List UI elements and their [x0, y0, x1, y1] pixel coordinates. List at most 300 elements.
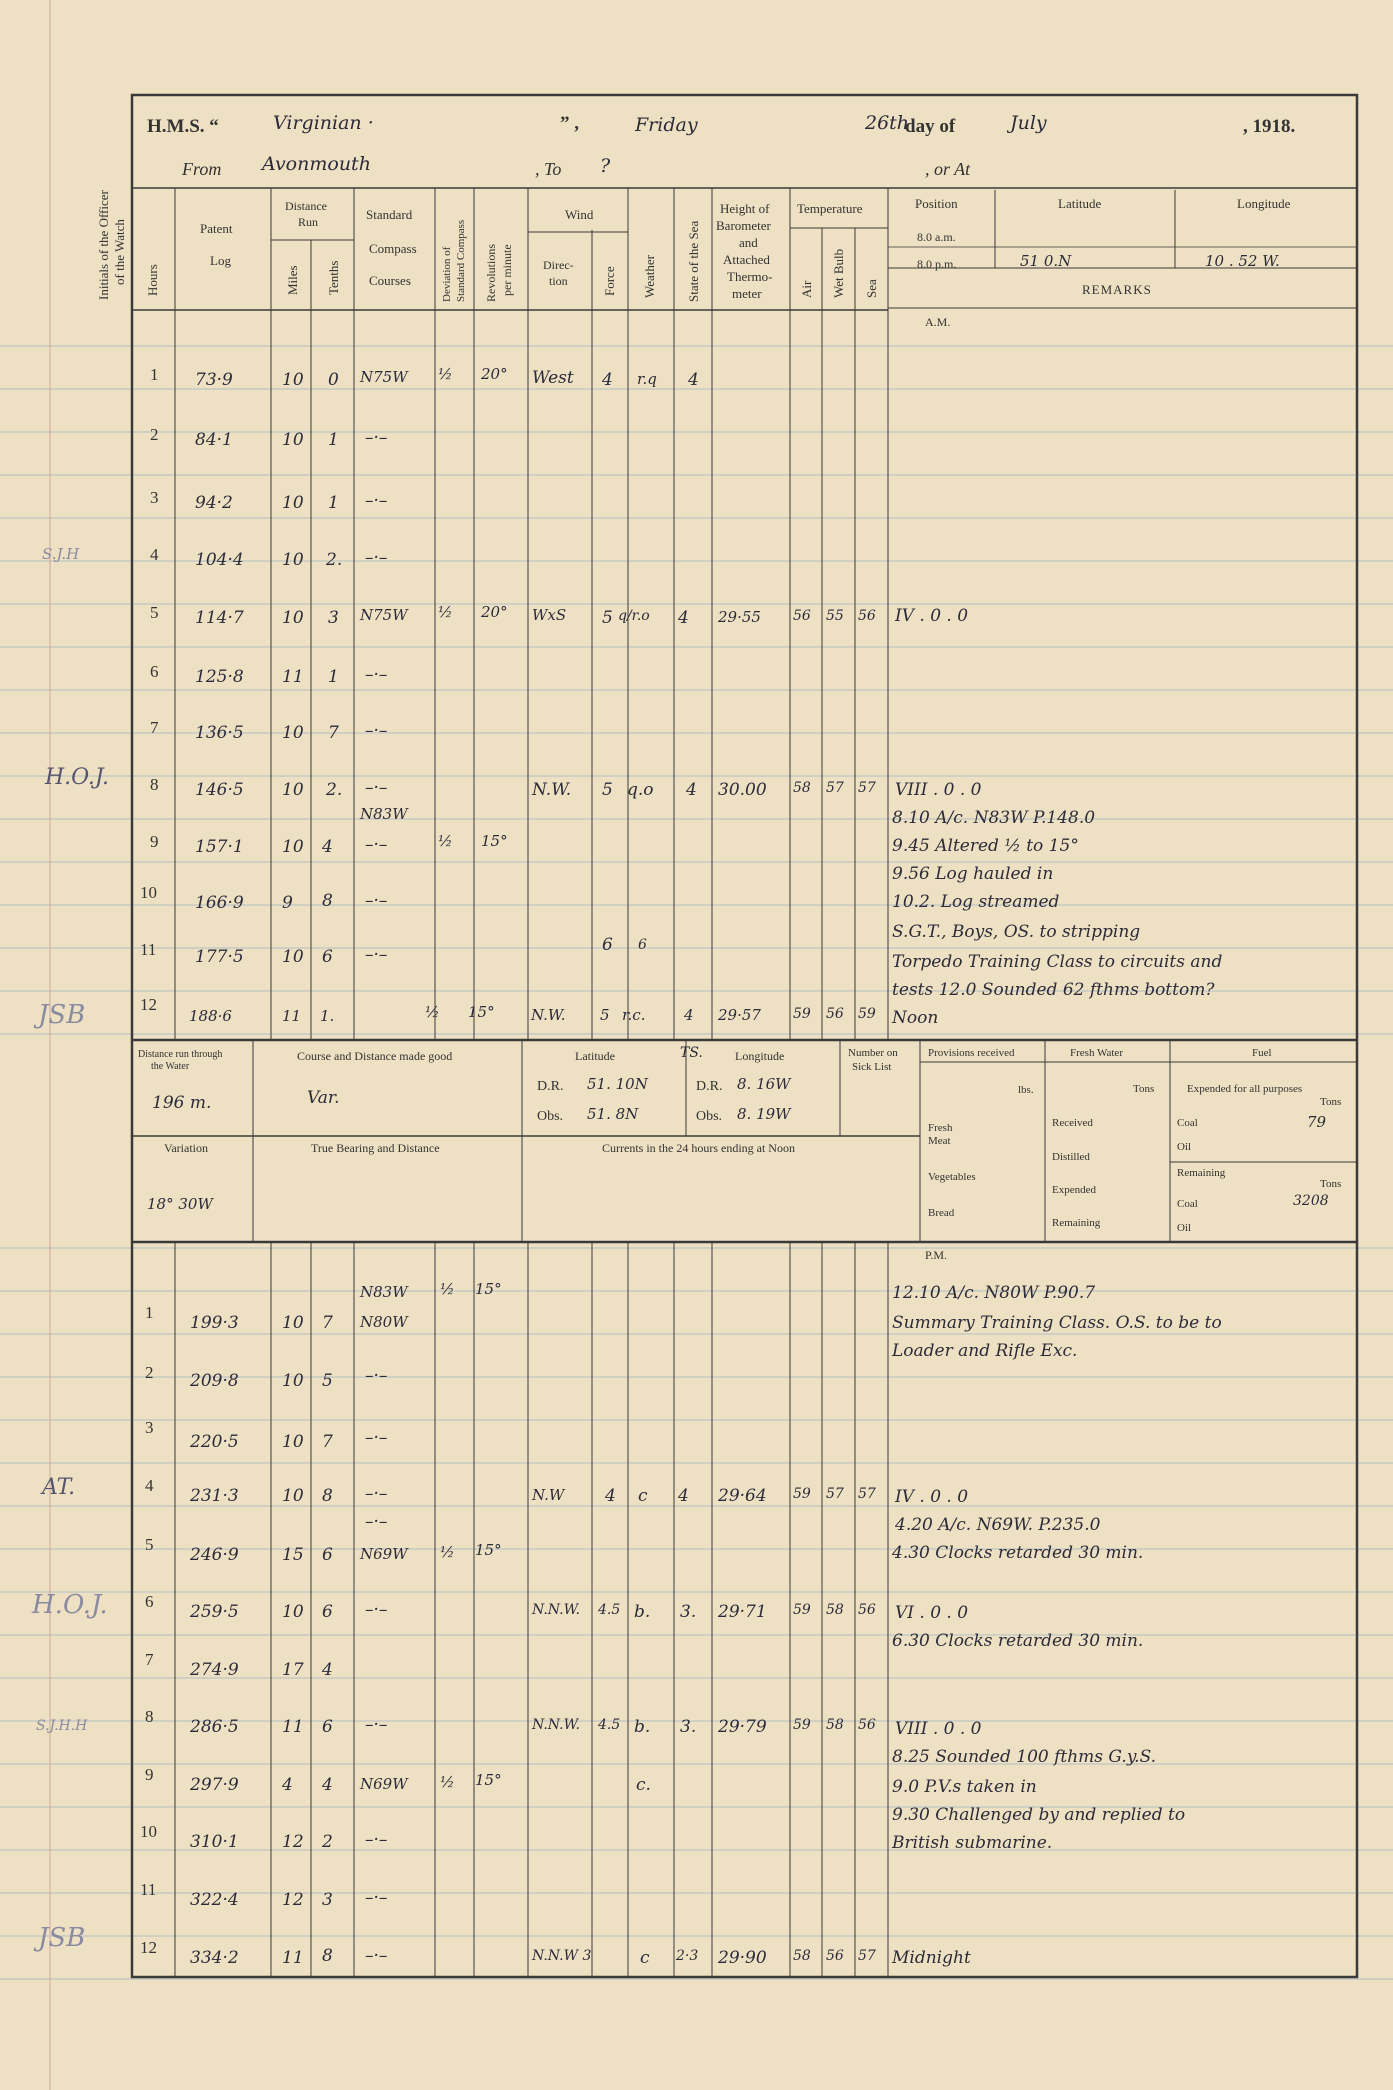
cell-coal-expended: 79 — [1307, 1113, 1327, 1131]
direction-header-2: tion — [549, 274, 568, 288]
cell-log: 231·3 — [190, 1486, 239, 1506]
cell-log: 274·9 — [190, 1660, 239, 1680]
cell-miles: 12 — [282, 1832, 304, 1852]
cell-miles: 10 — [282, 493, 304, 513]
cell-log: 146·5 — [195, 780, 244, 800]
cell-tenths: 6 — [322, 947, 333, 967]
year: , 1918. — [1243, 116, 1296, 137]
cell-log: 199·3 — [190, 1313, 239, 1333]
cell-sea-temp: 56 — [858, 1602, 876, 1618]
cell-ts-mark: TS. — [680, 1045, 703, 1061]
cell-wet-bulb: 55 — [826, 608, 844, 624]
air-header: Air — [799, 280, 814, 298]
cell-weather: r.c. — [622, 1006, 646, 1024]
cell-miles: 10 — [282, 430, 304, 450]
cell-distilled-label: Distilled — [1052, 1151, 1090, 1163]
cell-tenths: 8 — [322, 891, 333, 911]
wetbulb-header: Wet Bulb — [831, 248, 846, 298]
cell-weather: c. — [636, 1775, 651, 1795]
weekday: Friday — [635, 114, 698, 136]
cell-log: 259·5 — [190, 1602, 239, 1622]
cell-course: N75W — [360, 606, 408, 624]
cell-sea-state: 2·3 — [676, 1948, 699, 1964]
cell-variation-label: Variation — [164, 1141, 208, 1155]
cell-revs: 20° — [481, 365, 508, 383]
cell-tenths: 2. — [326, 780, 343, 800]
cell-barometer: 29·90 — [718, 1948, 767, 1968]
cell-expended-all-label: Expended for all purposes — [1187, 1083, 1303, 1095]
cell-sea-temp: 57 — [858, 1948, 876, 1964]
cell-meat-label: Meat — [928, 1135, 951, 1147]
cell-sea-temp: 56 — [858, 1717, 876, 1733]
cell-tenths: 4 — [322, 837, 333, 857]
cell-weather: r.q — [637, 370, 657, 388]
cell-hour: 7 — [145, 1650, 154, 1669]
cell-log: 286·5 — [190, 1717, 239, 1737]
cell-log: 136·5 — [195, 723, 244, 743]
cell-force: 4 — [605, 1486, 616, 1506]
cell-hour: 1 — [145, 1303, 154, 1322]
cell-course-made-label: Course and Distance made good — [297, 1049, 453, 1063]
cell-dist-label-1: Distance run through — [138, 1049, 223, 1060]
courses-header: Courses — [369, 273, 411, 288]
cell-miles: 11 — [282, 667, 304, 687]
cell-deviation: ½ — [438, 603, 453, 621]
cell-tenths: 1 — [328, 667, 339, 687]
cell-oil-label-2: Oil — [1177, 1222, 1192, 1234]
cell-wind-dir: N.N.W 3 — [532, 1948, 592, 1964]
cell-miles: 10 — [282, 723, 304, 743]
deviation-note: ½ — [440, 1280, 455, 1298]
cell-course: –·– — [365, 945, 388, 965]
cell-course: –·– — [365, 1888, 388, 1908]
direction-header: Direc- — [543, 258, 574, 272]
cell-log: 188·6 — [189, 1007, 232, 1025]
cell-tenths: 8 — [322, 1486, 333, 1506]
initials-mark: AT. — [42, 1475, 76, 1500]
cell-lbs-label: lbs. — [1018, 1084, 1034, 1096]
cell-course: –·– — [365, 1600, 388, 1620]
remark-line: Torpedo Training Class to circuits and — [892, 952, 1223, 972]
cell-course: –·– — [365, 491, 388, 511]
cell-course: N69W — [360, 1545, 408, 1563]
position-header: Position — [915, 196, 958, 211]
cell-obs-long: 8. 19W — [737, 1105, 791, 1123]
cell-tenths: 8 — [322, 1946, 333, 1966]
cell-revs: 15° — [481, 832, 508, 850]
cell-tenths: 4 — [322, 1660, 333, 1680]
deviation-header: Deviation of — [441, 246, 453, 302]
cell-tons-label-2: Tons — [1320, 1096, 1342, 1108]
cell-hour: 3 — [145, 1418, 154, 1437]
remark-line: 4.30 Clocks retarded 30 min. — [892, 1543, 1144, 1563]
cell-air: 59 — [793, 1486, 811, 1502]
cell-fresh-water-label: Fresh Water — [1070, 1047, 1123, 1059]
force-header: Force — [602, 266, 617, 296]
cell-tenths: 1 — [328, 430, 339, 450]
cell-force: 5 — [602, 608, 613, 628]
cell-hour: 7 — [150, 718, 159, 737]
cell-coal-label-2: Coal — [1177, 1198, 1198, 1210]
cell-log: 209·8 — [190, 1371, 239, 1391]
cell-course: –·– — [365, 835, 388, 855]
from-port: Avonmouth — [262, 153, 371, 175]
cell-wind-dir: West — [532, 368, 574, 388]
cell-tenths: 7 — [322, 1432, 333, 1452]
cell-air: 59 — [793, 1006, 811, 1022]
cell-log: 94·2 — [195, 493, 233, 513]
cell-tenths: 7 — [328, 723, 339, 743]
cell-coal-label: Coal — [1177, 1117, 1198, 1129]
cell-sea-temp: 57 — [858, 1486, 876, 1502]
cell-tenths: 3 — [328, 608, 339, 628]
cell-remaining-fuel-label: Remaining — [1177, 1167, 1226, 1179]
remark-line: 9.0 P.V.s taken in — [892, 1777, 1037, 1797]
cell-air: 59 — [793, 1602, 811, 1618]
cell-log: 297·9 — [190, 1775, 239, 1795]
cell-miles: 15 — [282, 1545, 304, 1565]
cell-revs: 15° — [468, 1003, 495, 1021]
cell-fresh-label: Fresh — [928, 1122, 953, 1134]
pm-time-label: 8.0 p.m. — [917, 257, 957, 271]
initials-mark: JSB — [38, 1923, 86, 1953]
cell-hour: 12 — [140, 995, 157, 1014]
cell-log: 157·1 — [195, 837, 244, 857]
cell-force: 4 — [602, 370, 613, 390]
cell-miles: 11 — [282, 1007, 302, 1025]
cell-log: 246·9 — [190, 1545, 239, 1565]
cell-wind-dir: N.W. — [532, 780, 572, 800]
cell-wind-dir: N.W. — [531, 1006, 566, 1024]
cell-barometer: 29·71 — [718, 1602, 767, 1622]
cell-log: 125·8 — [195, 667, 244, 687]
cell-sea-state: 3. — [680, 1602, 697, 1622]
cell-sea-state: 4 — [686, 780, 697, 800]
barometer-header-2: Barometer — [716, 218, 771, 233]
remark-line: Summary Training Class. O.S. to be to — [892, 1313, 1222, 1333]
ship-label: H.M.S. “ — [147, 116, 219, 137]
or-at-label: , or At — [925, 159, 971, 179]
cell-miles: 10 — [282, 1602, 304, 1622]
cell-dr-long: 8. 16W — [737, 1075, 791, 1093]
cell-weather: c — [640, 1948, 650, 1968]
cell-miles: 10 — [282, 1486, 304, 1506]
remark-line: S.G.T., Boys, OS. to stripping — [892, 922, 1141, 942]
cell-miles: 10 — [282, 1371, 304, 1391]
cell-miles: 10 — [282, 837, 304, 857]
cell-barometer: 29·57 — [718, 1006, 761, 1024]
am-time-label: 8.0 a.m. — [917, 230, 956, 244]
compass-header: Compass — [369, 241, 417, 256]
cell-hour: 9 — [150, 832, 159, 851]
revolutions-header-2: per minute — [500, 244, 514, 296]
course-note: N83W — [360, 1283, 408, 1301]
cell-course: –·– — [365, 1484, 388, 1504]
cell-course: N69W — [360, 1775, 408, 1793]
tenths-header: Tenths — [326, 260, 341, 295]
barometer-header-5: Thermo- — [727, 269, 773, 284]
cell-force: 4.5 — [598, 1602, 621, 1618]
cell-miles: 10 — [282, 1432, 304, 1452]
cell-tenths: 3 — [322, 1890, 333, 1910]
cell-course: –·– — [365, 891, 388, 911]
cell-hour: 3 — [150, 488, 159, 507]
cell-weather: q/r.o — [618, 608, 650, 624]
cell-obs-label: Obs. — [537, 1109, 564, 1124]
cell-wet-bulb: 58 — [826, 1602, 844, 1618]
remark-line: VIII . 0 . 0 — [895, 780, 982, 800]
cell-revs: 15° — [475, 1771, 502, 1789]
cell-course: –·– — [365, 428, 388, 448]
cell-force: 4.5 — [598, 1717, 621, 1733]
log-header: Log — [210, 253, 231, 268]
cell-bread-label: Bread — [928, 1207, 955, 1219]
day-number: 26th — [865, 112, 910, 134]
cell-dr-label: D.R. — [537, 1079, 564, 1094]
cell-force: 5 — [602, 780, 613, 800]
cell-course: –·– — [365, 548, 388, 568]
cell-received-label: Received — [1052, 1117, 1093, 1129]
cell-log: 310·1 — [190, 1832, 239, 1852]
cell-miles: 10 — [282, 608, 304, 628]
cell-wind-dir: N.W — [532, 1486, 565, 1504]
remark-line: VI . 0 . 0 — [895, 1603, 969, 1623]
day-of-label: day of — [905, 116, 956, 137]
cell-miles: 10 — [282, 550, 304, 570]
revs-note: 15° — [475, 1280, 502, 1298]
state-sea-header: State of the Sea — [686, 220, 701, 302]
remark-line: 9.56 Log hauled in — [892, 864, 1054, 884]
remark-line: British submarine. — [892, 1833, 1053, 1853]
cell-log: 220·5 — [190, 1432, 239, 1452]
cell-longitude-label: Longitude — [735, 1049, 785, 1063]
cell-hour: 9 — [145, 1765, 154, 1784]
cell-sick-label-2: Sick List — [852, 1061, 892, 1073]
latitude-header: Latitude — [1058, 196, 1102, 211]
remark-line: tests 12.0 Sounded 62 fthms bottom? — [892, 980, 1215, 1000]
barometer-header-1: Height of — [720, 201, 770, 216]
cell-air: 59 — [793, 1717, 811, 1733]
cell-log: 322·4 — [190, 1890, 239, 1910]
cell-wet-bulb: 56 — [826, 1948, 844, 1964]
sea-temp-header: Sea — [864, 279, 879, 298]
cell-sea-state: 3. — [680, 1717, 697, 1737]
cell-log: 73·9 — [195, 370, 233, 390]
cell-distance-value: 196 m. — [152, 1093, 212, 1113]
cell-air: 56 — [793, 608, 811, 624]
initials-officer-label: Initials of the Officer — [96, 190, 111, 300]
cell-tenths: 1. — [320, 1007, 335, 1025]
initials-watch-label: of the Watch — [112, 219, 127, 285]
cell-log: 166·9 — [195, 893, 244, 913]
standard-header: Standard — [366, 207, 413, 222]
initials-mark: S.J.H — [42, 545, 80, 563]
initials-mark: H.O.J. — [32, 1590, 108, 1620]
cell-wet-bulb: 58 — [826, 1717, 844, 1733]
cell-hour: 5 — [145, 1535, 154, 1554]
cell-sea-state: 4 — [688, 370, 699, 390]
cell-barometer: 29·64 — [718, 1486, 767, 1506]
cell-hour: 2 — [145, 1363, 154, 1382]
cell-course: N75W — [360, 368, 408, 386]
remark-line: 6.30 Clocks retarded 30 min. — [892, 1631, 1144, 1651]
cell-sea-state: 4 — [684, 1006, 694, 1024]
cell-barometer: 30.00 — [718, 780, 767, 800]
remark-line: VIII . 0 . 0 — [895, 1719, 982, 1739]
cell-wind-dir: N.N.W. — [532, 1717, 581, 1733]
cell-miles: 11 — [282, 1717, 304, 1737]
remark-line: 10.2. Log streamed — [892, 892, 1060, 912]
cell-sea-state: 4 — [678, 1486, 689, 1506]
pm-label: P.M. — [925, 1248, 948, 1262]
remark-line: Noon — [892, 1008, 939, 1028]
cell-hour: 10 — [140, 883, 157, 902]
remark-line: IV . 0 . 0 — [895, 606, 969, 626]
cell-remaining-label: Remaining — [1052, 1217, 1101, 1229]
cell-log: 114·7 — [195, 608, 244, 628]
cell-revs: 20° — [481, 603, 508, 621]
cell-hour: 8 — [150, 775, 159, 794]
cell-wind-dir: N.N.W. — [532, 1602, 581, 1618]
wind-header: Wind — [565, 207, 594, 222]
cell-sick-label-1: Number on — [848, 1047, 898, 1059]
cell-wet-bulb: 57 — [826, 1486, 844, 1502]
cell-air: 58 — [793, 1948, 811, 1964]
ship-name: Virginian · — [273, 112, 374, 134]
remarks-header: REMARKS — [1082, 282, 1152, 297]
cell-air: 58 — [793, 780, 811, 796]
run-header: Run — [298, 215, 319, 229]
cell-deviation: ½ — [440, 1543, 455, 1561]
month: July — [1010, 112, 1047, 134]
cell-course: –·– — [365, 1366, 388, 1386]
cell-hour: 11 — [140, 1880, 157, 1899]
cell-deviation: ½ — [438, 832, 453, 850]
latitude-value: 51 0.N — [1020, 252, 1072, 270]
deviation-header-2: Standard Compass — [455, 219, 467, 302]
cell-log: 104·4 — [195, 550, 244, 570]
revolutions-header: Revolutions — [484, 243, 498, 302]
cell-wet-bulb: 56 — [826, 1006, 844, 1022]
cell-sea-temp: 59 — [858, 1006, 876, 1022]
cell-miles: 11 — [282, 1948, 304, 1968]
cell-expended-label: Expended — [1052, 1184, 1096, 1196]
barometer-header-3: and — [739, 235, 758, 250]
cell-deviation: ½ — [440, 1773, 455, 1791]
weather-header: Weather — [642, 255, 657, 298]
cell-latitude-label: Latitude — [575, 1049, 615, 1063]
remark-line: IV . 0 . 0 — [895, 1487, 969, 1507]
cell-wind-dir: WxS — [532, 606, 567, 624]
remark-line: 9.45 Altered ½ to 15° — [892, 836, 1079, 856]
temperature-header: Temperature — [797, 201, 863, 216]
patent-header: Patent — [200, 221, 233, 236]
cell-course: –·– — [365, 1715, 388, 1735]
cell-tenths: 0 — [328, 370, 339, 390]
cell-currents-label: Currents in the 24 hours ending at Noon — [602, 1141, 795, 1155]
course-note: N83W — [360, 805, 408, 823]
cell-obs-label-2: Obs. — [696, 1109, 723, 1124]
cell-hour: 11 — [140, 940, 157, 959]
cell-weather: 6 — [638, 937, 647, 953]
longitude-value: 10 . 52 W. — [1205, 252, 1280, 270]
initials-mark: JSB — [38, 1000, 86, 1030]
remark-line: Loader and Rifle Exc. — [892, 1341, 1078, 1361]
barometer-header-6: meter — [732, 286, 762, 301]
cell-miles: 10 — [282, 947, 304, 967]
cell-force: 6 — [602, 935, 613, 955]
to-port: ? — [600, 155, 611, 177]
cell-weather: b. — [634, 1717, 651, 1737]
cell-weather: b. — [634, 1602, 651, 1622]
cell-course: –·– — [365, 778, 388, 798]
cell-tons-label-3: Tons — [1320, 1178, 1342, 1190]
cell-miles: 4 — [282, 1775, 293, 1795]
distance-header: Distance — [285, 199, 327, 213]
cell-tenths: 2. — [326, 550, 343, 570]
remark-line: 8.10 A/c. N83W P.148.0 — [892, 808, 1096, 828]
cell-miles: 12 — [282, 1890, 304, 1910]
longitude-header: Longitude — [1237, 196, 1291, 211]
cell-tenths: 6 — [322, 1717, 333, 1737]
cell-true-bearing-label: True Bearing and Distance — [311, 1141, 440, 1155]
cell-course-made-value: Var. — [307, 1088, 340, 1108]
cell-variation-value: 18° 30W — [147, 1195, 213, 1213]
cell-barometer: 29·55 — [718, 608, 761, 626]
cell-course: –·– — [365, 1946, 388, 1966]
miles-header: Miles — [285, 265, 300, 295]
cell-course: –·– — [365, 721, 388, 741]
remark-line: 8.25 Sounded 100 fthms G.y.S. — [892, 1747, 1157, 1767]
remark-line: 9.30 Challenged by and replied to — [892, 1805, 1186, 1825]
cell-coal-remaining: 3208 — [1293, 1193, 1329, 1209]
cell-course: N80W — [360, 1313, 408, 1331]
cell-fuel-label: Fuel — [1252, 1047, 1272, 1059]
cell-wet-bulb: 57 — [826, 780, 844, 796]
cell-sea-temp: 57 — [858, 780, 876, 796]
cell-provisions-label: Provisions received — [928, 1047, 1015, 1059]
cell-hour: 2 — [150, 425, 159, 444]
cell-sea-state: 4 — [678, 608, 689, 628]
cell-log: 84·1 — [195, 430, 233, 450]
cell-tenths: 6 — [322, 1545, 333, 1565]
cell-hour: 1 — [150, 365, 159, 384]
to-label: , To — [535, 159, 562, 179]
cell-deviation: ½ — [425, 1003, 440, 1021]
cell-log: 177·5 — [195, 947, 244, 967]
cell-dr-lat: 51. 10N — [587, 1075, 648, 1093]
cell-miles: 10 — [282, 780, 304, 800]
cell-hour: 8 — [145, 1707, 154, 1726]
cell-hour: 4 — [150, 545, 159, 564]
cell-miles: 9 — [282, 893, 293, 913]
am-label: A.M. — [925, 315, 951, 329]
cell-tenths: 7 — [322, 1313, 333, 1333]
cell-tenths: 4 — [322, 1775, 333, 1795]
cell-revs: 15° — [475, 1541, 502, 1559]
cell-hour: 4 — [145, 1476, 154, 1495]
cell-vegetables-label: Vegetables — [928, 1171, 976, 1183]
cell-hour: 6 — [145, 1592, 154, 1611]
cell-miles: 10 — [282, 370, 304, 390]
barometer-header-4: Attached — [723, 252, 770, 267]
cell-dist-label-2: the Water — [151, 1061, 190, 1072]
cell-deviation: ½ — [438, 365, 453, 383]
cell-force: 5 — [600, 1006, 610, 1024]
ship-quote-close: ” , — [560, 113, 579, 134]
cell-barometer: 29·79 — [718, 1717, 767, 1737]
initials-mark: H.O.J. — [45, 765, 110, 790]
